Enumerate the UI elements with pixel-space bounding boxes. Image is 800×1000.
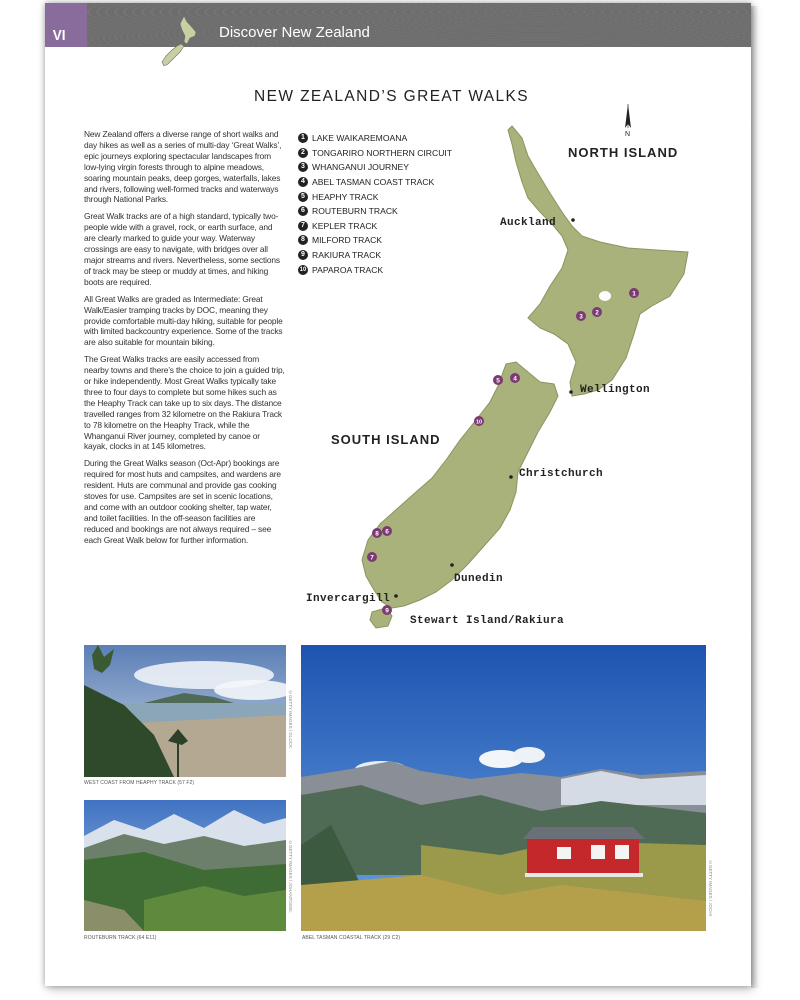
city-label-stewart-island: Stewart Island/Rakiura (410, 615, 565, 627)
body-paragraph-1: New Zealand offers a diverse range of short walks and day hikes as well as a series of multi-day ‘Great Walks’, epic journeys exploring spectacular landscapes from low-lying virgin forests through to alpine meadows, soaring mountain peaks, deep gorges, waterfalls, lakes and rivers, following well-formed tracks and waterways through National Parks. (84, 129, 282, 205)
photo-abel-tasman (301, 645, 706, 931)
legend-item: 10 PAPAROA TRACK (299, 264, 384, 275)
city-dot-christchurch (509, 475, 513, 479)
city-dot-invercargill (394, 594, 398, 598)
svg-text:4: 4 (513, 375, 517, 383)
body-paragraph-5: During the Great Walks season (Oct-Apr) bookings are required for most huts and campsites, and wardens are resident. Huts are communal and provide gas cooking stoves for use. Campsites are set in scenic locations, and come with an outdoor cooking shelter, tap water, and toilet facilities. In the off-season facilities are reduced and bookings are not always required – see each Great Walk below for further information. (84, 458, 281, 545)
red-hut (523, 827, 645, 877)
svg-text:10: 10 (475, 419, 483, 426)
photo-abel-tasman-caption: ABEL TASMAN COASTAL TRACK (29 C2) (302, 935, 401, 941)
svg-text:8: 8 (375, 530, 379, 538)
legend-item: 1 LAKE WAIKAREMOANA (298, 131, 452, 146)
body-paragraph-3: All Great Walks are graded as Intermediate: Great Walk/Easier tramping tracks by DOC, meaning they provide comfortable multi-day hiking, suitable for people with limited backcountry experience. Some of the tracks are also suitable for mountain biking. (84, 293, 283, 348)
north-arrow-label: N (625, 131, 631, 138)
svg-text:3: 3 (579, 313, 583, 321)
photo-routeburn-caption: ROUTEBURN TRACK (64 E11) (84, 935, 157, 941)
chapter-tab (45, 3, 87, 47)
map-marker-7 (367, 552, 377, 562)
map-marker-5 (493, 375, 503, 385)
city-label-dunedin: Dunedin (454, 573, 504, 585)
walks-legend (298, 131, 452, 277)
svg-text:2: 2 (595, 309, 599, 317)
svg-text:9: 9 (385, 607, 389, 615)
legend-item: 6 ROUTEBURN TRACK (298, 204, 452, 219)
legend-item: 3 WHANGANUI JOURNEY (298, 160, 452, 175)
map-marker-4 (510, 373, 520, 383)
south-island-shape (362, 362, 558, 608)
city-dot-auckland (571, 218, 575, 222)
city-dot-wellington (569, 390, 573, 394)
photo-west-coast-caption: WEST COAST FROM HEAPHY TRACK (57 F2) (84, 780, 195, 786)
header-band (45, 3, 751, 47)
photo-routeburn-credit: ©GETTY IMAGES / JOHANTOGEL (288, 840, 293, 913)
header-title: Discover New Zealand (219, 24, 370, 41)
map-marker-6 (382, 526, 392, 536)
city-label-auckland: Auckland (500, 217, 557, 229)
photo-west-coast (84, 645, 286, 777)
city-label-wellington: Wellington (580, 384, 651, 396)
north-island-shape (508, 126, 688, 396)
legend-item: 4 ABEL TASMAN COAST TRACK (298, 175, 452, 190)
map-marker-3 (576, 311, 586, 321)
city-label-christchurch: Christchurch (519, 468, 604, 480)
svg-text:1: 1 (632, 290, 636, 298)
north-island-label: NORTH ISLAND (568, 145, 679, 160)
svg-text:5: 5 (496, 377, 500, 385)
city-label-invercargill: Invercargill (306, 593, 391, 605)
body-paragraph-4: The Great Walks tracks are easily accessed from nearby towns and there’s the choice to join a guided trip, or hike independently. Most Great Walks typically take three to four days to complete but some hikes such as the Heaphy Track can take up to six days. The distance travelled ranges from 32 kilometre on the Rakiura Track to 78 kilometre on the Heaphy Track, while the Whanganui River journey, completed by canoe or kayak, clocks in at 145 kilometres. (84, 354, 285, 452)
svg-text:6: 6 (385, 528, 389, 536)
photo-abel-tasman-credit: ©GETTY IMAGES / JOCHI (708, 860, 713, 916)
south-island-label: SOUTH ISLAND (331, 432, 441, 447)
chapter-tab-label: VI (52, 27, 66, 44)
map-marker-8 (372, 528, 382, 538)
legend-item: 2 TONGARIRO NORTHERN CIRCUIT (298, 146, 452, 161)
city-dot-dunedin (450, 563, 454, 567)
map-marker-1 (629, 288, 639, 298)
lake-taupo (599, 291, 611, 301)
page-shadow (751, 6, 759, 988)
photo-routeburn (84, 800, 286, 931)
map-marker-2 (592, 307, 602, 317)
legend-item: 8 MILFORD TRACK (298, 233, 452, 248)
body-paragraph-2: Great Walk tracks are of a high standard, typically two-people wide with a gravel, rock, or earth surface, and are clearly marked to guide your way. Waterway crossings are easy to navigate, with bridges over all major streams and rivers. Nevertheless, some sections of track may be steep or muddy at times, and hiking boots are required. (84, 211, 280, 287)
legend-item: 9 RAKIURA TRACK (298, 248, 452, 263)
legend-item: 5 HEAPHY TRACK (298, 189, 452, 204)
north-arrow-icon (625, 104, 631, 128)
photo-west-coast-credit: ©GETTY IMAGES / GLOCK (288, 690, 293, 749)
map-marker-9 (382, 605, 392, 615)
body-text (84, 129, 285, 552)
section-title: NEW ZEALAND’S GREAT WALKS (254, 88, 530, 105)
svg-text:7: 7 (370, 554, 374, 562)
new-zealand-outline-icon (158, 14, 200, 68)
legend-item: 7 KEPLER TRACK (298, 219, 452, 234)
map-marker-10 (474, 416, 484, 426)
